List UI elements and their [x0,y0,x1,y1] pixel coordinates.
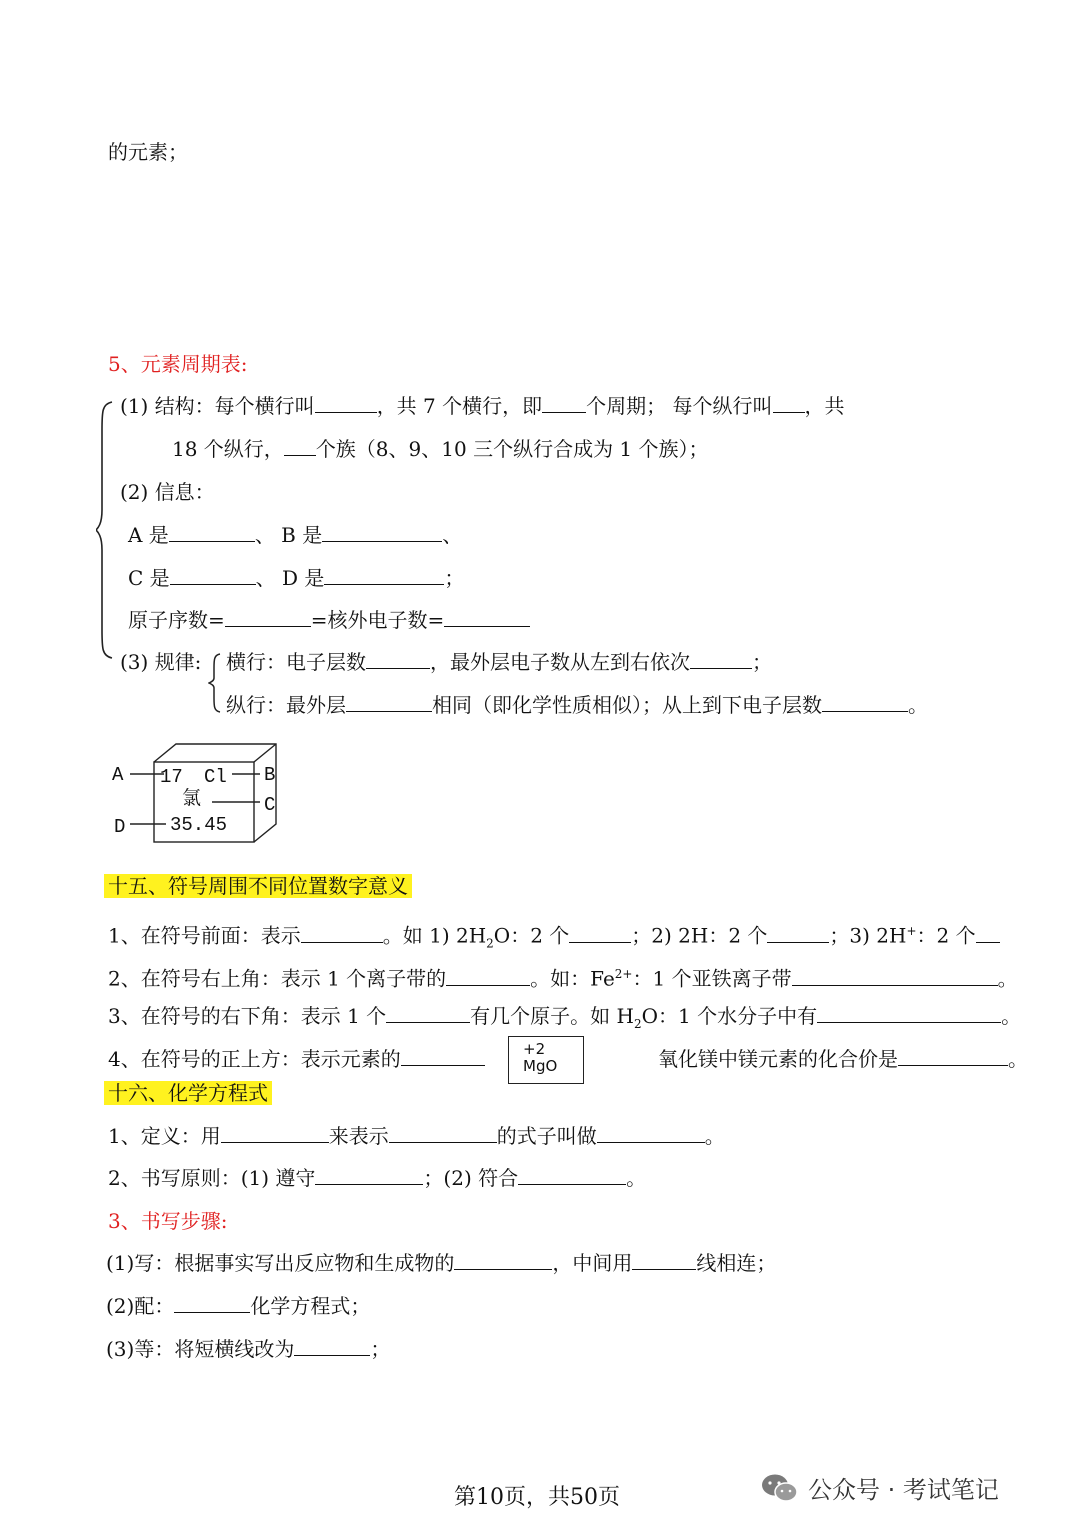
element-symbol: Cl [204,766,227,788]
rule-row: 横行：电子层数 ，最外层电子数从左到右依次 ； [226,650,772,674]
sec15-line-4-tail: 氧化镁中镁元素的化合价是 。 [658,1047,1028,1071]
label-c: C [264,794,276,816]
sec16-line-1: 1、定义：用 来表示 的式子叫做 。 [108,1124,725,1148]
element-box-diagram [108,738,288,848]
label-b: B [264,764,276,786]
structure-line-2: 18 个纵行， 个族（8、9、10 三个纵行合成为 1 个族）； [172,437,709,461]
wechat-icon [760,1472,800,1504]
sec15-line-3: 3、在符号的右下角：表示 1 个 有几个原子。如 $H_2O$：1 个水分子中有 。 [108,1004,1022,1031]
atomic-number-line: 原子序数= =核外电子数= [128,608,530,632]
big-brace [96,400,116,660]
label-a: A [112,764,124,786]
page-number: 第10页，共50页 [454,1485,620,1510]
section-15-title: 十五、符号周围不同位置数字意义 [104,874,412,898]
sec16-line-2: 2、书写原则：(1) 遵守 ；(2) 符合 。 [108,1166,647,1190]
sec15-line-4: 4、在符号的正上方：表示元素的 [108,1047,485,1071]
step-1: (1)写：根据事实写出反应物和生成物的 ，中间用 线相连； [106,1251,777,1275]
rule-column: 纵行：最外层 相同（即化学性质相似）；从上到下电子层数 。 [226,693,928,717]
watermark: 公众号 · 考试笔记 [760,1470,999,1505]
info-cd: C 是 、 D 是 ； [128,566,465,590]
section-5-title: 5、元素周期表: [108,352,248,376]
sec15-line-1: 1、在符号前面：表示 。如 1) $2H_2O$：2 个 ；2) 2H：2 个 ；3) 2H+：2 个 [108,919,1000,956]
small-brace [208,652,222,714]
structure-line-1: (1) 结构：每个横行叫 ，共 7 个横行，即 个周期； 每个纵行叫 ，共 [120,394,845,418]
label-d: D [114,816,126,838]
info-ab: A 是 、 B 是 、 [128,523,463,547]
step-2: (2)配： 化学方程式； [106,1294,371,1318]
atomic-number: 17 [160,766,183,788]
element-name: 氯 [182,788,202,810]
info-title: (2) 信息： [120,480,215,504]
step-3: (3)等：将短横线改为 ； [106,1337,391,1361]
mgo-valence-box: +2 MgO [508,1036,584,1084]
rules-title: (3) 规律: [120,650,202,674]
steps-title: 3、书写步骤: [108,1209,228,1233]
atomic-mass: 35.45 [170,814,228,836]
section-16-title: 十六、化学方程式 [104,1081,272,1105]
continued-text: 的元素； [108,140,188,164]
sec15-line-2: 2、在符号右上角：表示 1 个离子带的 。如：$Fe^{2+}$：1 个亚铁离子带 。 [108,966,1018,991]
